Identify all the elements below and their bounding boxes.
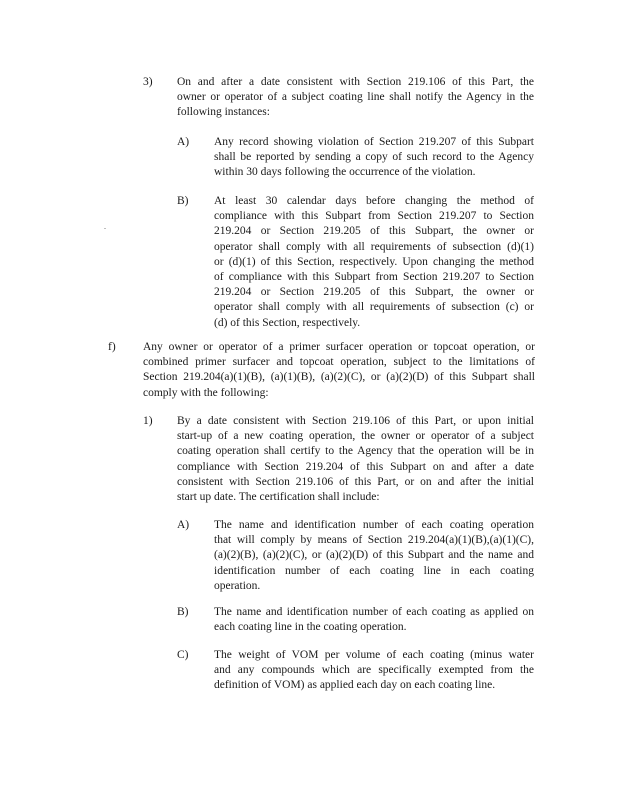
text-line: operator shall comply with all requirements of subsection (c) or [214,301,534,314]
text-line: On and after a date consistent with Section 219.106 of this Part, the [177,76,534,88]
text-line: (d) of this Section, respectively. [214,316,361,329]
text-line: within 30 days following the occurrence of the violation. [214,166,476,179]
text-line: compliance with Section 219.204 of this Subpart on and after a date [177,460,534,473]
item-f1a-text [214,518,534,594]
item-f1-text [177,414,534,505]
text-line: operator shall comply with all requirements of subsection (d)(1) [214,240,534,253]
text-line: The name and identification number of each coating as applied on [214,606,534,618]
text-line: and any compounds which are specifically exempted from the [214,664,534,677]
item-f1c-text [214,648,534,694]
text-line: Any record showing violation of Section 219.207 of this Subpart [214,136,534,148]
text-line: start up date. The certification shall include: [177,491,380,504]
item-3b-label: B) [177,195,189,207]
item-3a-text [214,135,534,181]
text-line: comply with the following: [143,386,269,399]
text-line: By a date consistent with Section 219.106 of this Part, or upon initial [177,415,534,427]
text-line: start-up of a new coating operation, the owner or operator of a subject [177,430,534,443]
text-line: compliance with this Subpart from Section 219.207 to Section [214,210,534,223]
text-line: shall be reported by sending a copy of such record to the Agency [214,151,534,164]
text-line: following instances: [177,106,270,119]
text-line: or (d)(1) of this Section, respectively. Upon changing the method [214,255,534,268]
item-3-label: 3) [143,76,153,88]
text-line: 219.204 or Section 219.205 of this Subpart, the owner or [214,225,534,238]
text-line: owner or operator of a subject coating line shall notify the Agency in the [177,91,534,104]
text-line: operation. [214,579,261,592]
text-line: each coating line in the coating operation. [214,621,407,634]
item-f1-label: 1) [143,415,153,427]
item-3a-label: A) [177,136,190,148]
text-line: combined primer surfacer and topcoat operation, subject to the limitations of [143,356,535,369]
text-line: that will comply by means of Section 219.204(a)(1)(B),(a)(1)(C), [214,534,534,547]
text-line: coating operation shall certify to the Agency that the operation will be in [177,445,534,458]
item-f1a-label: A) [177,519,190,531]
text-line: Section 219.204(a)(1)(B), (a)(1)(B), (a)(2)(C), or (a)(2)(D) of this Subpart shall [143,371,535,384]
text-line: definition of VOM) as applied each day on each coating line. [214,679,496,692]
text-line: The weight of VOM per volume of each coating (minus water [214,649,534,661]
item-f1b-text [214,605,534,635]
text-line: 219.204 or Section 219.205 of this Subpart, the owner or [214,286,534,299]
text-line: identification number of each coating line in each coating [214,564,534,577]
text-line: Any owner or operator of a primer surfacer operation or topcoat operation, or [143,341,535,353]
text-line: The name and identification number of each coating operation [214,519,534,531]
text-line: consistent with Section 219.106 of this Part, or on and after the initial [177,475,534,488]
text-line: of compliance with this Subpart from Section 219.207 to Section [214,271,534,284]
item-f-text [143,340,535,401]
item-3b-text [214,194,534,331]
item-f-label: f) [108,341,116,353]
stray-mark: . [104,222,106,231]
item-3-text [177,75,534,121]
item-f1c-label: C) [177,649,189,661]
item-f1b-label: B) [177,606,189,618]
text-line: (a)(2)(B), (a)(2)(C), or (a)(2)(D) of this Subpart and the name and [214,549,534,562]
text-line: At least 30 calendar days before changing the method of [214,195,534,207]
